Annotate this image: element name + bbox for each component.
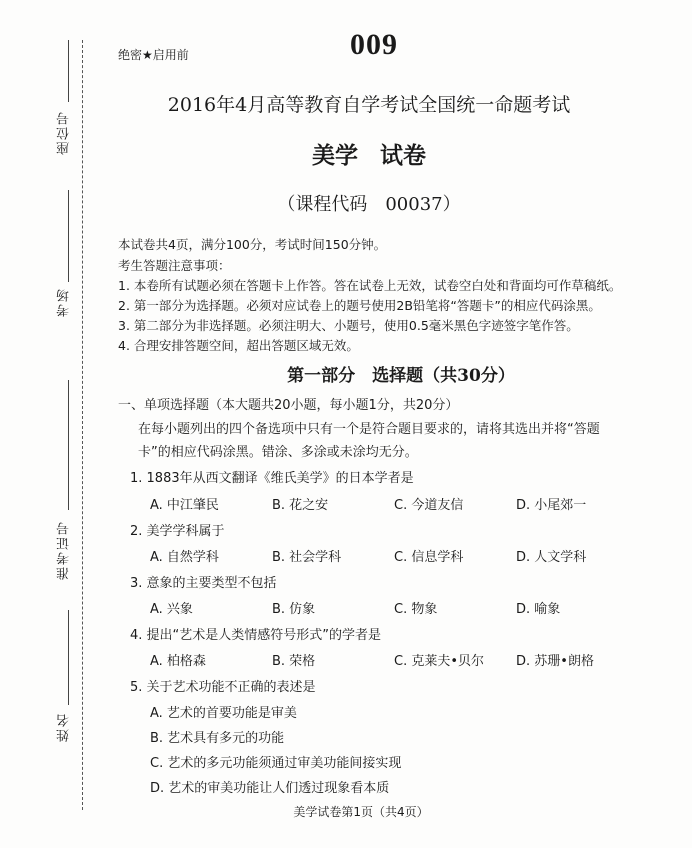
section-heading: 一、单项选择题（本大题共20小题，每小题1分，共20分） xyxy=(118,398,459,413)
note-item: 3. 第二部分为非选择题。必须注明大、小题号，使用0.5毫米黑色字迹签字笔作答。 xyxy=(118,318,579,333)
note-item: 1. 本卷所有试题必须在答题卡上作答。答在试卷上无效，试卷空白处和背面均可作草稿纸。 xyxy=(118,278,622,293)
paper-summary: 本试卷共4页，满分100分，考试时间150分钟。 xyxy=(118,237,387,252)
question-option: D. 喻象 xyxy=(516,602,561,617)
question-stem: 4. 提出“艺术是人类情感符号形式”的学者是 xyxy=(130,628,382,643)
name-blank xyxy=(68,610,69,705)
section-instruction: 卡”的相应代码涂黑。错涂、多涂或未涂均无分。 xyxy=(138,445,418,460)
notes-title: 考生答题注意事项： xyxy=(118,258,231,273)
section-instruction: 在每小题列出的四个备选项中只有一个是符合题目要求的，请将其选出并将“答题 xyxy=(138,422,600,437)
name-label: 姓名 xyxy=(57,712,72,742)
admission-number-label: 准考证号 xyxy=(57,520,72,580)
note-item: 4. 合理安排答题空间，超出答题区域无效。 xyxy=(118,338,359,353)
question-option: B. 社会学科 xyxy=(272,550,342,565)
exam-site-label: 考场 xyxy=(57,287,72,317)
question-option: A. 中江肇民 xyxy=(150,498,219,513)
question-option: A. 兴象 xyxy=(150,602,193,617)
question-stem: 5. 关于艺术功能不正确的表述是 xyxy=(130,680,316,695)
note-item: 2. 第一部分为选择题。必须对应试卷上的题号使用2B铅笔将“答题卡”的相应代码涂黑。 xyxy=(118,298,601,313)
question-option: D. 苏珊•朗格 xyxy=(516,654,594,669)
question-option: D. 人文学科 xyxy=(516,550,587,565)
question-option: D. 艺术的审美功能让人们透过现象看本质 xyxy=(150,781,390,796)
question-option: C. 今道友信 xyxy=(394,498,464,513)
question-option: A. 自然学科 xyxy=(150,550,219,565)
paper-code: 009 xyxy=(350,28,398,61)
admission-number-blank xyxy=(68,380,69,510)
question-option: B. 花之安 xyxy=(272,498,329,513)
question-option: B. 仿象 xyxy=(272,602,316,617)
question-option: C. 物象 xyxy=(394,602,438,617)
exam-title: 2016年4月高等教育自学考试全国统一命题考试 xyxy=(167,94,571,116)
part-one-title: 第一部分 选择题（共30分） xyxy=(287,366,515,386)
question-option: C. 艺术的多元功能须通过审美功能间接实现 xyxy=(150,756,402,771)
course-code: （课程代码 00037） xyxy=(277,194,461,215)
page-footer: 美学试卷第1页（共4页） xyxy=(293,805,429,819)
question-option: B. 荣格 xyxy=(272,654,316,669)
question-stem: 2. 美学学科属于 xyxy=(130,524,225,539)
seat-number-label: 座位号 xyxy=(57,110,72,155)
subject-title: 美学 试卷 xyxy=(311,142,426,169)
question-option: C. 信息学科 xyxy=(394,550,464,565)
question-option: D. 小尾郊一 xyxy=(516,498,587,513)
question-stem: 3. 意象的主要类型不包括 xyxy=(130,576,277,591)
question-stem: 1. 1883年从西文翻译《维氏美学》的日本学者是 xyxy=(130,471,414,486)
confidential-label: 绝密★启用前 xyxy=(118,48,189,62)
question-option: A. 艺术的首要功能是审美 xyxy=(150,706,297,721)
question-option: B. 艺术具有多元的功能 xyxy=(150,731,285,746)
question-option: C. 克莱夫•贝尔 xyxy=(394,654,485,669)
question-option: A. 柏格森 xyxy=(150,654,206,669)
